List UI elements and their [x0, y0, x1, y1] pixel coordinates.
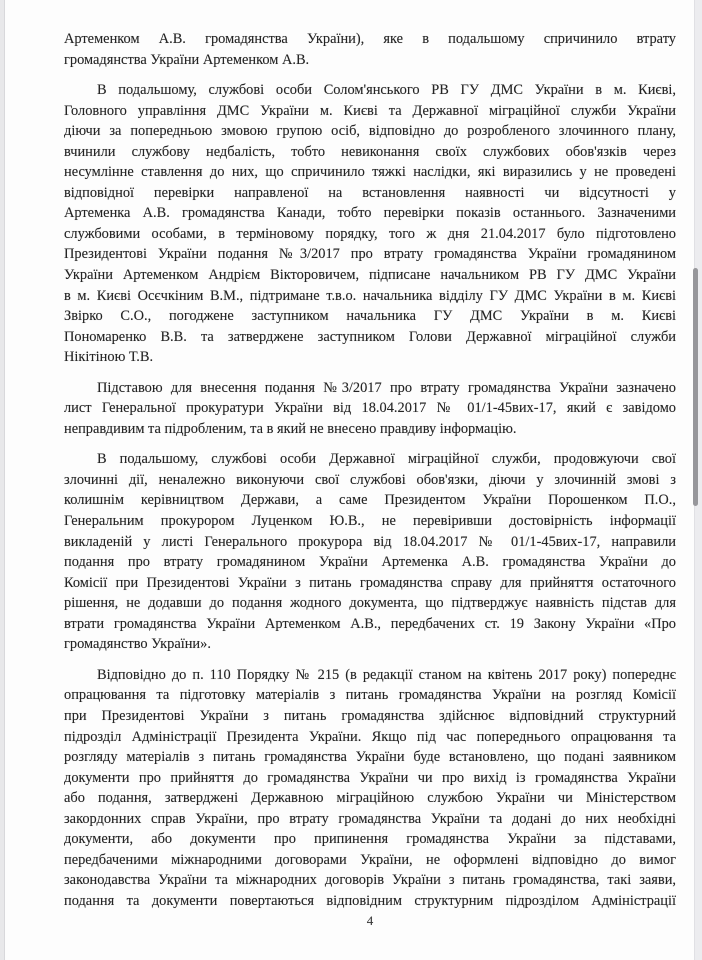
text-line: діючи за попередньою змовою групою осіб, відповідно до розробленого злочинного плану,: [64, 123, 676, 140]
paragraph: [64, 29, 676, 70]
text-line: документи, або документи про припинення громадянства України за підставами,: [64, 831, 676, 848]
text-line: Головного управління ДМС України м. Києві та Державної міграційної служби України: [64, 102, 676, 119]
text-line: громадянства України Артеменком А.В.: [64, 51, 310, 68]
text-line: вчинили службову недбалість, тобто невиконання своїх службових обов'язків через: [64, 143, 676, 160]
text-line: викладеній у листі Генерального прокурора від 18.04.2017 № 01/1-45вих-17, направили: [64, 533, 676, 550]
paragraph: [64, 80, 676, 368]
scrollbar-thumb[interactable]: [693, 268, 698, 506]
text-line: подання про втрату громадянином України Артеменка А.В. громадянства України до: [64, 554, 676, 571]
text-line: подання та документи повертаються відповідним структурним підрозділом Адміністрації: [64, 892, 676, 909]
paragraph: [64, 665, 676, 912]
page-left-edge: [0, 0, 5, 960]
text-line: Президентові України подання №3/2017 про втрату громадянства України громадянином: [64, 246, 676, 263]
text-line: Підставою для внесення подання №3/2017 про втрату громадянства України зазначено: [97, 379, 676, 396]
paragraph: [64, 378, 676, 440]
page-number: 4: [366, 913, 374, 928]
text-line: Пономаренко В.В. та затверджене заступником Голови Державної міграційної служби: [64, 328, 676, 345]
text-line: розгляду матеріалів з питань громадянства України буде встановлено, що подані заявником: [64, 749, 676, 766]
text-line: підрозділ Адміністрації Президента України. Якщо під час попереднього опрацювання та: [64, 728, 676, 745]
text-line: або подання, затверджені Державною міграційною службою України чи Міністерством: [64, 790, 676, 807]
text-line: Артеменка А.В. громадянства Канади, тобто перевірки показів останнього. Зазначеними: [64, 205, 676, 222]
text-line: Артеменком А.В. громадянства України), яке в подальшому спричинило втрату: [64, 31, 676, 47]
text-line: колишнім керівництвом Держави, а саме Президентом України Порошенком П.О.,: [64, 492, 676, 509]
text-line: Генеральним прокурором Луценком Ю.В., не перевіривши достовірність інформації: [64, 513, 676, 530]
text-line: несумлінне ставлення до них, що спричинило тяжкі наслідки, які виразились у не проведені: [64, 164, 676, 181]
text-line: Відповідно до п. 110 Порядку № 215 (в редакції станом на квітень 2017 року) попереднє: [97, 666, 676, 683]
document-text: [64, 29, 676, 921]
text-line: України Артеменком Андрієм Вікторовичем, підписане начальником РВ ГУ ДМС України: [64, 267, 676, 284]
text-line: неправдивим та підробленим, та в який не внесено правдиву інформацію.: [64, 420, 517, 437]
paragraph: [64, 449, 676, 654]
text-line: рішення, не додавши до подання жодного документа, що підтверджує наявність підстав для: [64, 595, 676, 612]
text-line: передбаченими міжнародними договорами України, не оформлені відповідно до вимог: [64, 851, 676, 868]
text-line: лист Генеральної прокуратури України від 18.04.2017 № 01/1-45вих-17, який є завідомо: [64, 400, 676, 417]
text-line: Комісії при Президентові України з питань громадянства справу для прийняття остаточного: [64, 574, 676, 591]
text-line: при Президентові України з питань громадянства здійснює відповідний структурний: [64, 707, 676, 724]
text-line: Звірко С.О., погоджене заступником начальника ГУ ДМС України в м. Києві: [64, 308, 676, 325]
text-line: закордонних справ України, про втрату громадянства України та додані до них необхідні: [64, 810, 676, 827]
text-line: документи про прийняття до громадянства України чи про вихід із громадянства України: [64, 769, 676, 786]
text-line: громадянство України».: [64, 636, 211, 653]
text-line: злочинні дії, неналежно виконуючи свої службові обов'язки, діючи у злочинній змові з: [64, 471, 676, 488]
text-line: втрати громадянства України Артеменком А.В., передбачених ст. 19 Закону України «Про: [64, 615, 676, 632]
text-line: В подальшому, службові особи Державної міграційної служби, продовжуючи свої: [97, 451, 676, 468]
text-line: опрацювання та підготовку матеріалів з питань громадянства України на розгляд Комісії: [64, 687, 676, 704]
text-line: службовими особами, в терміновому порядку, того ж дня 21.04.2017 було підготовлено: [64, 225, 676, 242]
text-line: В подальшому, службові особи Солом'янського РВ ГУ ДМС України в м. Києві,: [97, 82, 676, 99]
text-line: законодавства України та міжнародних договорів України з питань громадянства, такі заяви,: [64, 872, 676, 889]
text-line: відповідної перевірки направленої на встановлення наявності чи відсутності у: [64, 184, 676, 201]
text-line: Нікітіною Т.В.: [64, 349, 154, 366]
text-line: в м. Києві Осєчкіним В.М., підтримане т.в.о. начальника відділу ГУ ДМС України в м. Києві: [64, 287, 676, 304]
